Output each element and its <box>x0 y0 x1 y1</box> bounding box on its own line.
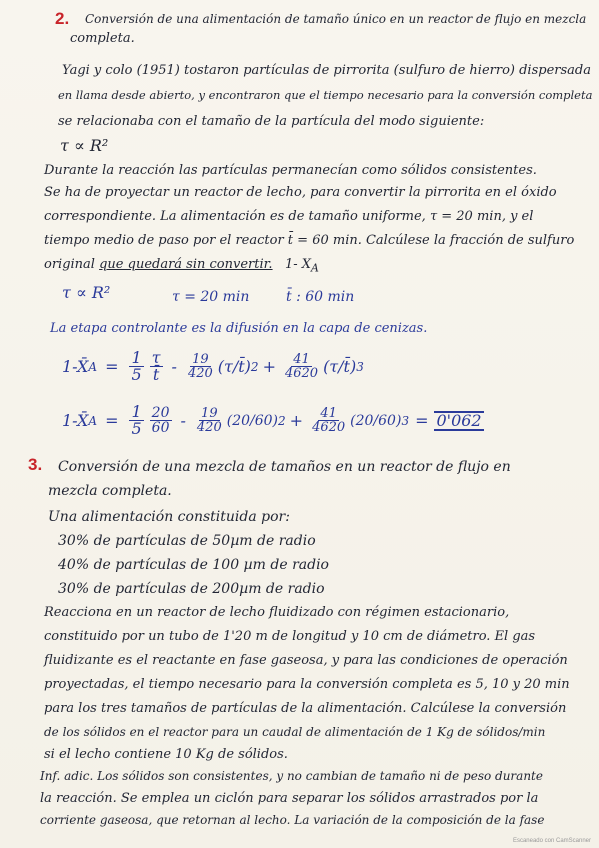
section-3-paragraph-line-8: Inf. adic. Los sólidos son consistentes, y no cambian de tamaño ni de peso durante <box>40 769 543 783</box>
eq2-lhs-sub: A <box>88 413 98 428</box>
eq1-plus: + <box>262 356 276 376</box>
given-mean-time: t̄ : 60 min <box>286 289 355 305</box>
eq1-fraction-1: $\frac{1}{5}$ <box>131 348 142 384</box>
section-3-paragraph-line-3: fluidizante es el reactante en fase gaseosa, y para las condiciones de operación <box>44 653 568 668</box>
eq2-plus: + <box>289 410 304 430</box>
eq1-lhs: 1-X̄ <box>62 356 89 376</box>
section-3-title-line-2: mezcla completa. <box>48 483 172 499</box>
eq1-fraction-2: $\frac{\tau}{t̄}$ <box>151 348 161 384</box>
eq2-fraction-4: $\frac{41}{4620}$ <box>312 406 346 435</box>
size-item-1: 30% de partículas de 50µm de radio <box>58 533 316 549</box>
eq1-exp-2: 2 <box>250 359 259 374</box>
section-2-title-line-2: completa. <box>70 31 135 46</box>
section-3-title-line-1: Conversión de una mezcla de tamaños en un reactor de flujo en <box>58 459 511 475</box>
eq2-fraction-1: $\frac{1}{5}$ <box>131 402 142 438</box>
proportionality-relation: τ ∝ R² <box>60 136 109 155</box>
section-2-paragraph-1-line-3: se relacionaba con el tamaño de la partícula del modo siguiente: <box>58 114 485 129</box>
controlling-step-note: La etapa controlante es la difusión en la capa de cenizas. <box>50 321 428 336</box>
eq2-exp-2: 2 <box>278 413 286 428</box>
section-2-paragraph-1-line-2: en llama desde abierto, y encontraron que el tiempo necesario para la conversión completa <box>58 88 593 102</box>
equation-2 <box>62 404 484 437</box>
eq2-term-2: (20/60) <box>226 412 279 429</box>
scanner-watermark: Escaneado con CamScanner <box>512 838 591 844</box>
section-3-paragraph-line-2: constituido por un tubo de 1'20 m de longitud y 10 cm de diámetro. El gas <box>44 629 536 644</box>
section-3-paragraph-line-9: la reacción. Se emplea un ciclón para separar los sólidos arrastrados por la <box>40 791 539 806</box>
size-item-3: 30% de partículas de 200µm de radio <box>58 581 325 597</box>
eq1-fraction-3: $\frac{19}{420}$ <box>187 352 213 381</box>
eq2-equals-2: = <box>415 410 429 430</box>
given-tau: τ = 20 min <box>172 289 250 305</box>
eq2-lhs: 1-X̄ <box>62 410 89 430</box>
section-2-number: 2. <box>55 9 70 28</box>
eq2-fraction-2: $\frac{20}{60}$ <box>151 405 170 436</box>
eq1-term-2: (τ/t̄) <box>217 356 251 376</box>
section-3-paragraph-line-5: para los tres tamaños de partículas de la alimentación. Calcúlese la conversión <box>44 701 567 716</box>
eq2-minus: - <box>180 410 186 430</box>
section-3-paragraph-line-7: si el lecho contiene 10 Kg de sólidos. <box>44 747 288 762</box>
section-2-paragraph-1-line-1: Yagi y colo (1951) tostaron partículas de pirrorita (sulfuro de hierro) dispersada <box>62 63 591 78</box>
eq1-term-3: (τ/t̄) <box>323 356 357 376</box>
section-3-paragraph-line-1: Reacciona en un reactor de lecho fluidizado con régimen estacionario, <box>44 605 510 620</box>
section-2-paragraph-2-line-2: Se ha de proyectar un reactor de lecho, para convertir la pirrorita en el óxido <box>44 185 557 200</box>
eq2-fraction-3: $\frac{19}{420}$ <box>196 406 222 435</box>
eq1-lhs-sub: A <box>88 359 98 374</box>
unknown-label: 1- X <box>284 257 312 272</box>
eq2-exp-3: 3 <box>401 413 410 428</box>
section-2-title-line-1: Conversión de una alimentación de tamaño único en un reactor de flujo en mezcla <box>85 12 587 26</box>
equation-1 <box>62 350 364 383</box>
section-2-paragraph-2-line-3: correspondiente. La alimentación es de tamaño uniforme, τ = 20 min, y el <box>44 209 534 224</box>
section-2-paragraph-2-line-5 <box>44 258 319 274</box>
eq2-equals: = <box>105 410 119 430</box>
eq2-term-3: (20/60) <box>350 412 402 429</box>
section-3-paragraph-line-10: corriente gaseosa, que retornan al lecho. La variación de la composición de la fase <box>40 813 545 827</box>
eq1-fraction-4: $\frac{41}{4620}$ <box>284 352 319 381</box>
section-3-intro: Una alimentación constituida por: <box>48 509 290 525</box>
section-3-paragraph-line-6: de los sólidos en el reactor para un caudal de alimentación de 1 Kg de sólidos/min <box>44 725 546 739</box>
given-proportionality: τ ∝ R² <box>62 283 111 302</box>
section-2-paragraph-2-line-4: tiempo medio de paso por el reactor t̄ = 60 min. Calcúlese la fracción de sulfuro <box>44 233 575 248</box>
eq1-equals: = <box>105 356 119 376</box>
final-result: 0'062 <box>436 410 482 430</box>
question-underlined: que quedará sin convertir. <box>99 257 273 272</box>
question-prefix: original <box>44 257 95 272</box>
section-3-paragraph-line-4: proyectadas, el tiempo necesario para la conversión completa es 5, 10 y 20 min <box>44 677 570 692</box>
unknown-label-subscript: A <box>311 261 319 275</box>
section-2-paragraph-2-line-1: Durante la reacción las partículas permanecían como sólidos consistentes. <box>44 163 537 178</box>
eq1-exp-3: 3 <box>356 359 364 374</box>
eq1-minus: - <box>171 356 177 376</box>
section-3-number: 3. <box>28 455 43 474</box>
size-item-2: 40% de partículas de 100 µm de radio <box>58 557 329 573</box>
